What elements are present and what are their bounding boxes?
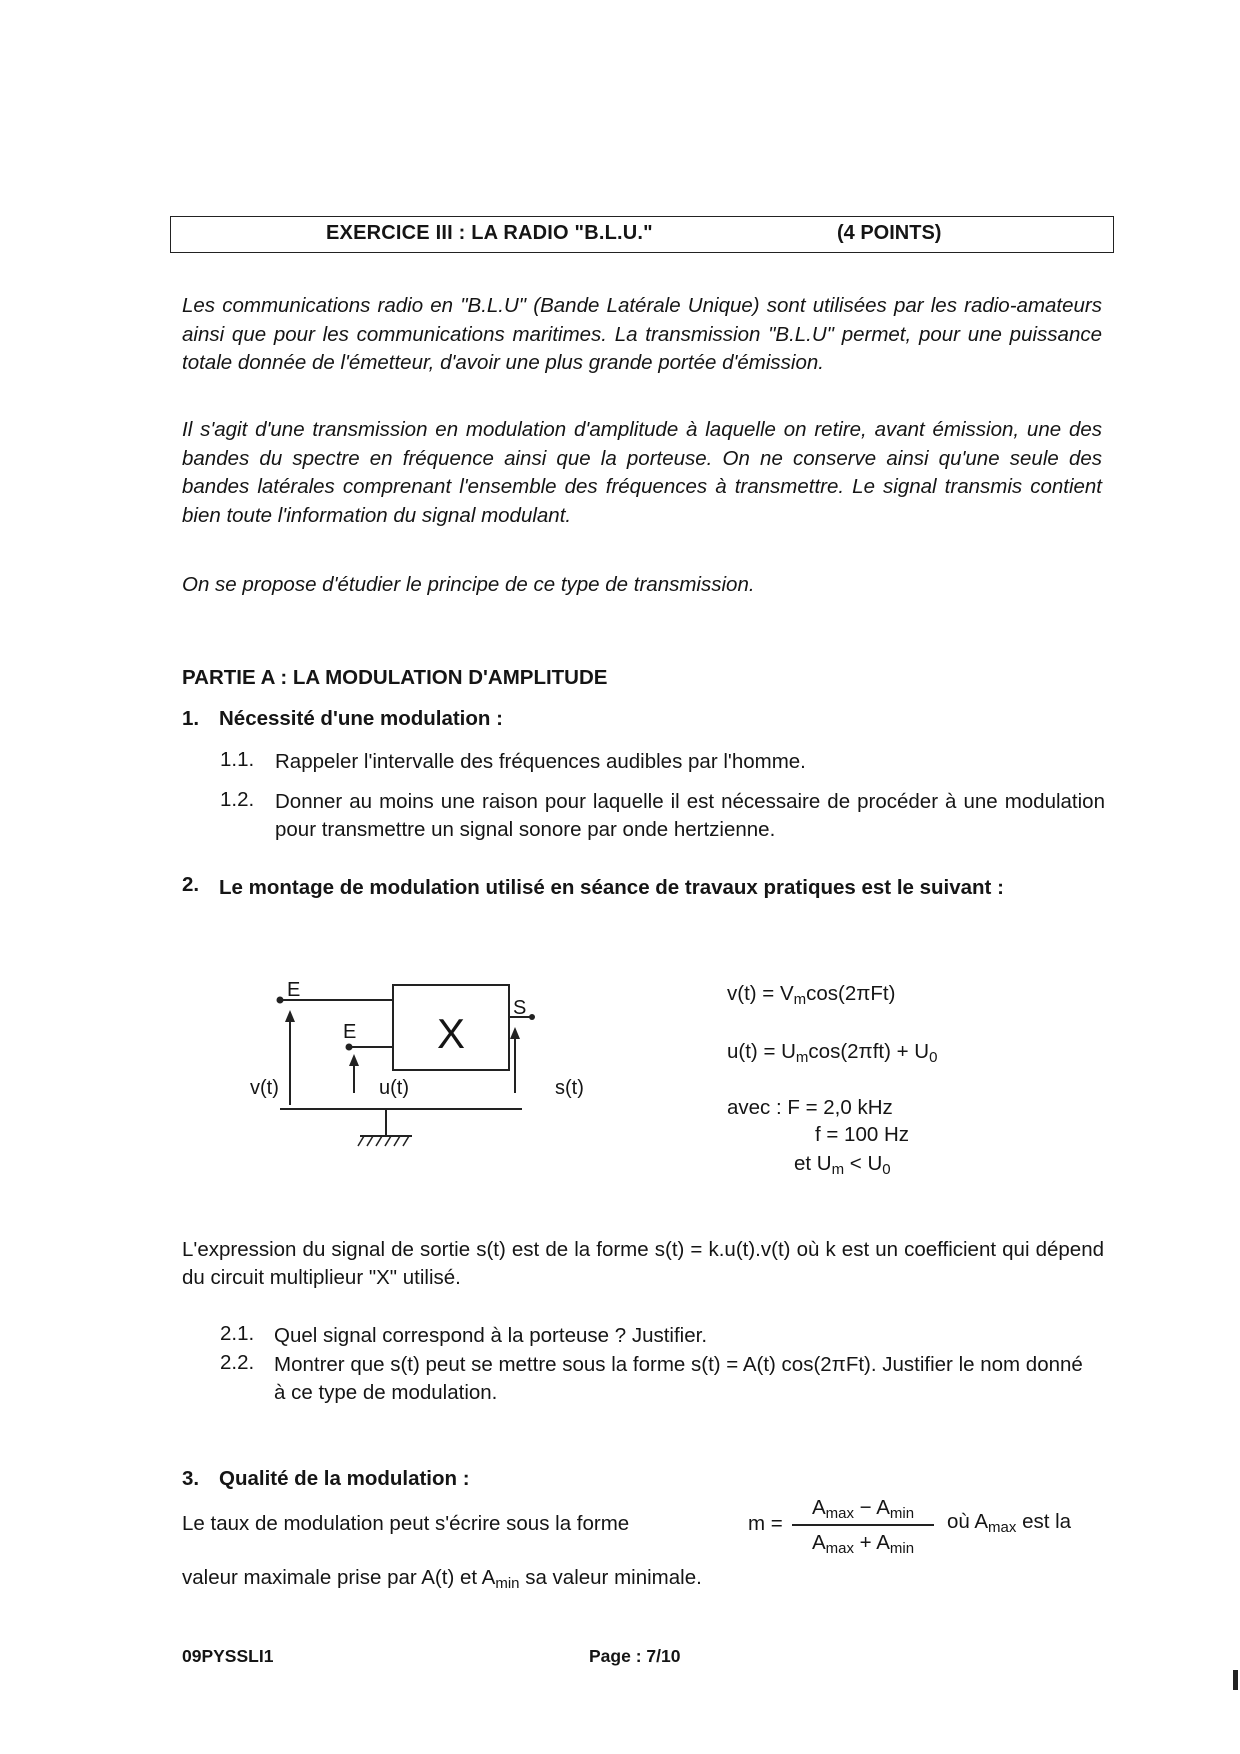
equation-v: [727, 982, 895, 1006]
amin-sub: min: [495, 1575, 520, 1592]
section-3-title: Qualité de la modulation :: [219, 1467, 470, 1490]
node-e1-dot: [277, 997, 284, 1004]
question-2-1-number: 2.1.: [220, 1322, 255, 1345]
exercise-title: EXERCICE III : LA RADIO "B.L.U.": [326, 222, 653, 244]
section-1-number: 1.: [182, 707, 200, 730]
output-expression-paragraph: L'expression du signal de sortie s(t) est de la forme s(t) = k.u(t).v(t) où k est un coefficient qui dépend du circuit multiplieur "X" utilisé.: [182, 1238, 1104, 1289]
amax-definition: [947, 1510, 1071, 1534]
equation-u-lhs: u(t) = U: [727, 1040, 796, 1063]
question-1-2-number: 1.2.: [220, 788, 255, 811]
question-2-1: Quel signal correspond à la porteuse ? Justifier.: [274, 1324, 708, 1347]
footer-exam-code: 09PYSSLI1: [182, 1646, 274, 1666]
condition-sub: m: [831, 1161, 845, 1178]
condition-line: [794, 1152, 891, 1176]
condition-sub2: 0: [882, 1161, 891, 1178]
numerator-a: A: [811, 1496, 826, 1519]
node-s-dot: [529, 1014, 535, 1020]
exercise-title-box: [170, 216, 1114, 253]
numerator-sub2: min: [889, 1505, 915, 1522]
question-1-1: Rappeler l'intervalle des fréquences audibles par l'homme.: [275, 750, 806, 773]
section-2-number: 2.: [182, 873, 200, 896]
question-1-1-number: 1.1.: [220, 748, 255, 771]
question-2-2-number: 2.2.: [220, 1351, 255, 1374]
scan-artifact: [1233, 1670, 1238, 1690]
amax-rest: est la: [1016, 1510, 1072, 1533]
label-ut: u(t): [379, 1077, 409, 1099]
amax-ou: où A: [947, 1510, 989, 1533]
node-e2-dot: [346, 1044, 353, 1051]
label-e2: E: [343, 1021, 357, 1043]
fraction-numerator: [792, 1496, 934, 1520]
question-2-2: Montrer que s(t) peut se mettre sous la forme s(t) = A(t) cos(2πFt). Justifier le nom donné à ce type de modulation.: [274, 1353, 1083, 1404]
denominator-a: A: [811, 1531, 826, 1554]
numerator-sub1: max: [825, 1505, 854, 1522]
intro-paragraph-2: Il s'agit d'une transmission en modulation d'amplitude à laquelle on retire, avant émission, une des bandes du spectre en fréquence ainsi que la porteuse. On ne conserve ainsi qu'une seule des bandes latérales comprenant l'ensemble des fréquences à transmettre. Le signal transmis contient bien toute l'information du signal modulant.: [182, 418, 1102, 527]
m-equals: m =: [748, 1512, 783, 1535]
condition-mid: < U: [844, 1152, 883, 1175]
equation-u-sub: m: [795, 1049, 809, 1066]
label-e1: E: [287, 979, 301, 1001]
denominator-plus: + A: [853, 1531, 890, 1554]
f-value-line: f = 100 Hz: [815, 1123, 910, 1146]
intro-paragraph-3: On se propose d'étudier le principe de ce type de transmission.: [182, 573, 755, 596]
equation-u-sub2: 0: [929, 1049, 938, 1066]
denominator-sub1: max: [825, 1540, 854, 1557]
multiplier-label: X: [436, 1010, 466, 1057]
footer-page-number: Page : 7/10: [589, 1646, 681, 1666]
denominator-sub2: min: [889, 1540, 915, 1557]
equation-v-lhs: v(t) = V: [727, 982, 794, 1005]
modulation-rate-text: Le taux de modulation peut s'écrire sous la forme: [182, 1512, 630, 1535]
section-2-title: Le montage de modulation utilisé en séance de travaux pratiques est le suivant :: [219, 876, 1004, 899]
amin-text-a: valeur maximale prise par A(t) et A: [182, 1566, 496, 1589]
amin-definition: [182, 1566, 702, 1590]
numerator-minus: − A: [853, 1496, 890, 1519]
equation-v-rhs: cos(2πFt): [806, 982, 896, 1005]
section-3-number: 3.: [182, 1467, 200, 1490]
label-s: S: [513, 997, 527, 1019]
avec-line: avec : F = 2,0 kHz: [727, 1096, 893, 1119]
label-st: s(t): [555, 1077, 584, 1099]
part-a-title: PARTIE A : LA MODULATION D'AMPLITUDE: [182, 666, 608, 689]
modulation-circuit-diagram: [230, 960, 610, 1165]
section-1-title: Nécessité d'une modulation :: [219, 707, 503, 730]
equation-u-rhs: cos(2πft) + U: [808, 1040, 930, 1063]
fraction-bar: [792, 1524, 934, 1526]
label-vt: v(t): [250, 1077, 279, 1099]
exercise-points: (4 POINTS): [837, 222, 942, 244]
amin-text-b: sa valeur minimale.: [519, 1566, 702, 1589]
equation-v-sub: m: [793, 991, 807, 1008]
intro-paragraph-1: Les communications radio en "B.L.U" (Bande Latérale Unique) sont utilisées par les radio-amateurs ainsi que pour les communications maritimes. La transmission "B.L.U" permet, pour une puissance totale donnée de l'émetteur, d'avoir une plus grande portée d'émission.: [182, 294, 1102, 375]
question-1-2: Donner au moins une raison pour laquelle il est nécessaire de procéder à une modulation pour transmettre un signal sonore par onde hertzienne.: [275, 790, 1105, 841]
condition-pre: et U: [794, 1152, 832, 1175]
equation-u: [727, 1040, 937, 1064]
amax-sub: max: [988, 1519, 1017, 1536]
fraction-denominator: [792, 1531, 934, 1555]
